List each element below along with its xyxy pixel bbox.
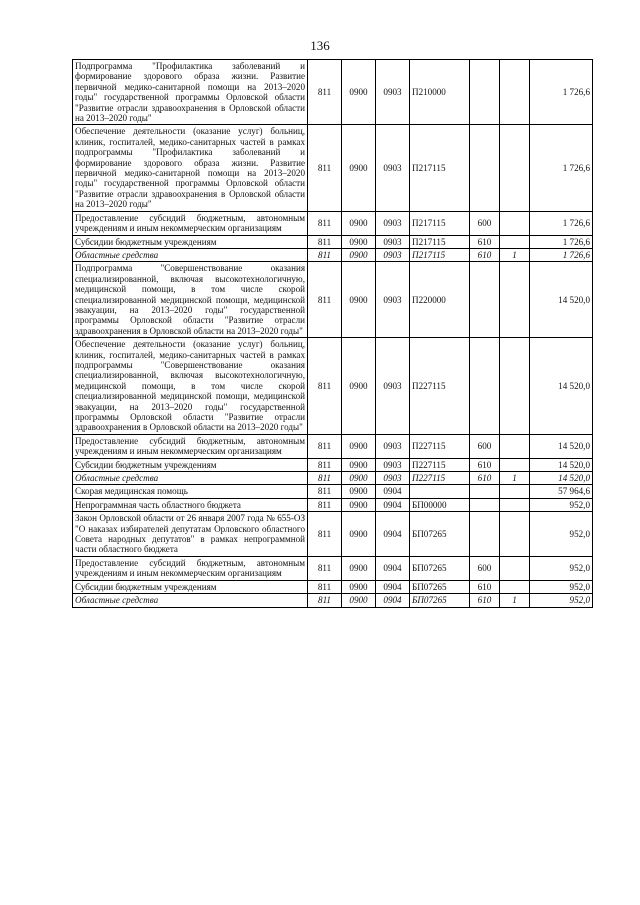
cell-grbs: 811 [308, 472, 342, 485]
table-row [73, 338, 593, 435]
cell-subsection: 0904 [376, 594, 410, 607]
cell-subsection: 0904 [376, 498, 410, 511]
cell-subsection: 0904 [376, 512, 410, 557]
cell-funding-source [500, 262, 530, 338]
cell-name: Непрограммная часть областного бюджета [73, 498, 308, 511]
cell-subsection: 0904 [376, 556, 410, 580]
cell-subsection: 0903 [376, 125, 410, 211]
cell-grbs: 811 [308, 434, 342, 458]
cell-section: 0900 [342, 580, 376, 593]
cell-target-article: П220000 [410, 262, 470, 338]
cell-expense-type [470, 512, 500, 557]
cell-section: 0900 [342, 248, 376, 261]
cell-funding-source [500, 556, 530, 580]
table-row [73, 262, 593, 338]
cell-funding-source [500, 125, 530, 211]
cell-subsection: 0903 [376, 248, 410, 261]
cell-target-article: БП07265 [410, 556, 470, 580]
cell-section: 0900 [342, 556, 376, 580]
cell-name: Областные средства [73, 248, 308, 261]
cell-funding-source [500, 512, 530, 557]
cell-section: 0900 [342, 60, 376, 125]
cell-amount: 1 726,6 [530, 235, 593, 248]
table-row [73, 211, 593, 235]
cell-name: Закон Орловской области от 26 января 2007 года № 655-ОЗ "О наказах избирателей депутатам Орловского областного Совета народных депутатов" в рамках непрограммной части областного бюджета [73, 512, 308, 557]
cell-name: Областные средства [73, 594, 308, 607]
cell-grbs: 811 [308, 556, 342, 580]
cell-funding-source [500, 498, 530, 511]
table-row [73, 556, 593, 580]
cell-expense-type [470, 498, 500, 511]
cell-name: Обеспечение деятельности (оказание услуг) больниц, клиник, госпиталей, медико-санитарных частей в рамках подпрограммы "Профилактика заболеваний и формирование здорового образа жизни. Развитие первичной медико-санитарной помощи на 2013–2020 годы" государственной программы Орловской области "Развитие отрасли здравоохранения в Орловской области на 2013–2020 годы" [73, 125, 308, 211]
cell-funding-source: 1 [500, 594, 530, 607]
table-row [73, 485, 593, 498]
cell-amount: 14 520,0 [530, 458, 593, 471]
cell-name: Скорая медицинская помощь [73, 485, 308, 498]
cell-target-article: П227115 [410, 458, 470, 471]
cell-target-article: П210000 [410, 60, 470, 125]
cell-section: 0900 [342, 512, 376, 557]
cell-subsection: 0903 [376, 434, 410, 458]
cell-grbs: 811 [308, 235, 342, 248]
table-row [73, 594, 593, 607]
cell-target-article: БП07265 [410, 594, 470, 607]
cell-grbs: 811 [308, 248, 342, 261]
cell-expense-type: 610 [470, 580, 500, 593]
cell-grbs: 811 [308, 262, 342, 338]
cell-subsection: 0903 [376, 338, 410, 435]
cell-section: 0900 [342, 594, 376, 607]
cell-name: Субсидии бюджетным учреждениям [73, 458, 308, 471]
cell-subsection: 0904 [376, 485, 410, 498]
cell-grbs: 811 [308, 498, 342, 511]
cell-amount: 1 726,6 [530, 248, 593, 261]
table-row [73, 434, 593, 458]
table-row [73, 60, 593, 125]
cell-expense-type: 600 [470, 556, 500, 580]
cell-target-article: П217115 [410, 248, 470, 261]
cell-target-article: БП07265 [410, 580, 470, 593]
cell-section: 0900 [342, 434, 376, 458]
cell-amount: 1 726,6 [530, 60, 593, 125]
cell-amount: 1 726,6 [530, 125, 593, 211]
cell-section: 0900 [342, 498, 376, 511]
page-number: 136 [310, 38, 330, 53]
cell-section: 0900 [342, 458, 376, 471]
cell-expense-type: 610 [470, 248, 500, 261]
cell-expense-type [470, 262, 500, 338]
cell-grbs: 811 [308, 594, 342, 607]
cell-name: Подпрограмма "Совершенствование оказания специализированной, включая высокотехнологичную, медицинской помощи, в том числе скорой специализированной медицинской помощи, медицинской эвакуации, на 2013–2020 годы" государственной программы Орловской области "Развитие отрасли здравоохранения в Орловской области на 2013–2020 годы" [73, 262, 308, 338]
cell-section: 0900 [342, 485, 376, 498]
cell-funding-source [500, 60, 530, 125]
cell-name: Предоставление субсидий бюджетным, автономным учреждениям и иным некоммерческим организациям [73, 211, 308, 235]
table-row [73, 125, 593, 211]
cell-target-article [410, 485, 470, 498]
table-row [73, 580, 593, 593]
cell-amount: 14 520,0 [530, 338, 593, 435]
cell-name: Предоставление субсидий бюджетным, автономным учреждениям и иным некоммерческим организациям [73, 434, 308, 458]
table-row [73, 512, 593, 557]
cell-amount: 952,0 [530, 556, 593, 580]
cell-funding-source [500, 434, 530, 458]
cell-target-article: БП07265 [410, 512, 470, 557]
cell-funding-source [500, 580, 530, 593]
cell-section: 0900 [342, 235, 376, 248]
cell-target-article: П217115 [410, 235, 470, 248]
table-body [73, 60, 593, 608]
cell-amount: 14 520,0 [530, 472, 593, 485]
cell-subsection: 0903 [376, 211, 410, 235]
cell-expense-type: 610 [470, 472, 500, 485]
table-row [73, 235, 593, 248]
cell-target-article: П227115 [410, 472, 470, 485]
cell-funding-source [500, 338, 530, 435]
cell-subsection: 0903 [376, 458, 410, 471]
cell-expense-type [470, 125, 500, 211]
cell-funding-source [500, 211, 530, 235]
cell-funding-source [500, 485, 530, 498]
table-row [73, 248, 593, 261]
cell-amount: 57 964,6 [530, 485, 593, 498]
cell-expense-type [470, 338, 500, 435]
table-row [73, 458, 593, 471]
cell-expense-type: 600 [470, 211, 500, 235]
cell-grbs: 811 [308, 125, 342, 211]
cell-funding-source: 1 [500, 472, 530, 485]
cell-grbs: 811 [308, 458, 342, 471]
cell-target-article: П227115 [410, 434, 470, 458]
cell-expense-type: 610 [470, 235, 500, 248]
cell-target-article: БП00000 [410, 498, 470, 511]
cell-section: 0900 [342, 211, 376, 235]
cell-amount: 952,0 [530, 580, 593, 593]
cell-grbs: 811 [308, 580, 342, 593]
cell-amount: 952,0 [530, 498, 593, 511]
cell-target-article: П227115 [410, 338, 470, 435]
cell-section: 0900 [342, 472, 376, 485]
cell-section: 0900 [342, 262, 376, 338]
cell-target-article: П217115 [410, 125, 470, 211]
cell-section: 0900 [342, 338, 376, 435]
cell-name: Областные средства [73, 472, 308, 485]
cell-name: Подпрограмма "Профилактика заболеваний и формирование здорового образа жизни. Развитие первичной медико-санитарной помощи на 2013–2020 годы" государственной программы Орловской области "Развитие отрасли здравоохранения в Орловской области на 2013–2020 годы" [73, 60, 308, 125]
table-row [73, 498, 593, 511]
cell-funding-source: 1 [500, 248, 530, 261]
cell-expense-type: 600 [470, 434, 500, 458]
cell-subsection: 0903 [376, 60, 410, 125]
cell-name: Субсидии бюджетным учреждениям [73, 235, 308, 248]
cell-target-article: П217115 [410, 211, 470, 235]
cell-grbs: 811 [308, 485, 342, 498]
cell-section: 0900 [342, 125, 376, 211]
cell-amount: 1 726,6 [530, 211, 593, 235]
cell-expense-type [470, 60, 500, 125]
cell-name: Обеспечение деятельности (оказание услуг) больниц, клиник, госпиталей, медико-санитарных частей в рамках подпрограммы "Совершенствование оказания специализированной, включая высокотехнологичную, медицинской помощи, в том числе скорой специализированной медицинской помощи, медицинской эвакуации, на 2013–2020 годы" государственной программы Орловской области "Развитие отрасли здравоохранения в Орловской области на 2013–2020 годы" [73, 338, 308, 435]
cell-subsection: 0903 [376, 235, 410, 248]
cell-funding-source [500, 458, 530, 471]
cell-amount: 952,0 [530, 594, 593, 607]
cell-subsection: 0903 [376, 262, 410, 338]
budget-table [72, 59, 593, 608]
cell-expense-type: 610 [470, 594, 500, 607]
cell-grbs: 811 [308, 338, 342, 435]
cell-amount: 14 520,0 [530, 262, 593, 338]
cell-grbs: 811 [308, 512, 342, 557]
cell-expense-type [470, 485, 500, 498]
cell-funding-source [500, 235, 530, 248]
cell-subsection: 0903 [376, 472, 410, 485]
cell-subsection: 0904 [376, 580, 410, 593]
cell-amount: 952,0 [530, 512, 593, 557]
cell-amount: 14 520,0 [530, 434, 593, 458]
table-row [73, 472, 593, 485]
cell-name: Субсидии бюджетным учреждениям [73, 580, 308, 593]
cell-expense-type: 610 [470, 458, 500, 471]
cell-grbs: 811 [308, 60, 342, 125]
cell-name: Предоставление субсидий бюджетным, автономным учреждениям и иным некоммерческим организациям [73, 556, 308, 580]
cell-grbs: 811 [308, 211, 342, 235]
